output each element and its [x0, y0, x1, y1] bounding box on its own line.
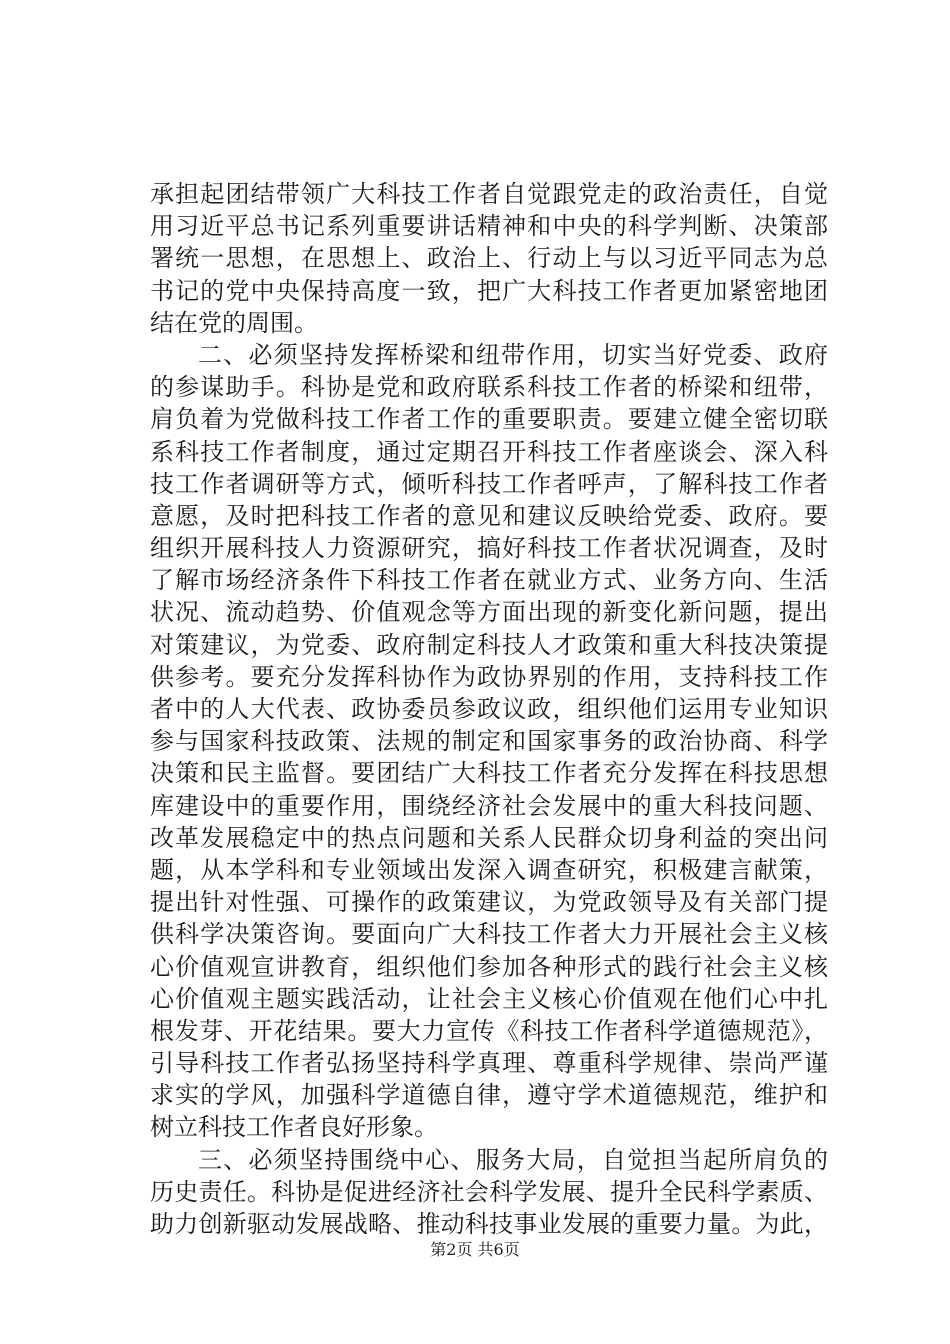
text-line: 的参谋助手。科协是党和政府联系科技工作者的桥梁和纽带，: [150, 373, 828, 402]
page-number-label: 第2页 共6页: [430, 1240, 520, 1259]
text-line: 组织开展科技人力资源研究，搞好科技工作者状况调查，及时: [150, 534, 828, 563]
text-line: 结在党的周围。: [150, 308, 318, 337]
text-line: 系科技工作者制度，通过定期召开科技工作者座谈会、深入科: [150, 437, 828, 466]
text-line: 者中的人大代表、政协委员参政议政，组织他们运用专业知识: [150, 695, 828, 723]
text-line: 肩负着为党做科技工作者工作的重要职责。要建立健全密切联: [150, 405, 828, 434]
text-line: 意愿，及时把科技工作者的意见和建议反映给党委、政府。要: [150, 501, 828, 530]
text-line: 题，从本学科和专业领域出发深入调查研究，积极建言献策，: [150, 855, 828, 884]
document-body: [150, 178, 828, 1240]
page-footer: [0, 1240, 950, 1260]
text-line: 了解市场经济条件下科技工作者在就业方式、业务方向、生活: [150, 566, 828, 595]
text-line: 助力创新驱动发展战略、推动科技事业发展的重要力量。为此，: [150, 1210, 828, 1238]
text-line: 状况、流动趋势、价值观念等方面出现的新变化新问题，提出: [150, 598, 828, 627]
text-line: 提出针对性强、可操作的政策建议，为党政领导及有关部门提: [150, 888, 828, 917]
text-line: 参与国家科技政策、法规的制定和国家事务的政治协商、科学: [150, 727, 828, 756]
text-line: 根发芽、开花结果。要大力宣传《科技工作者科学道德规范》，: [150, 1016, 828, 1045]
text-line: 三、必须坚持围绕中心、服务大局，自觉担当起所肩负的: [198, 1145, 828, 1174]
text-line: 用习近平总书记系列重要讲话精神和中央的科学判断、决策部: [150, 212, 828, 241]
text-line: 心价值观宣讲教育，组织他们参加各种形式的践行社会主义核: [150, 952, 828, 981]
text-line: 改革发展稳定中的热点问题和关系人民群众切身利益的突出问: [150, 823, 828, 852]
paragraph-3: [150, 1144, 828, 1241]
text-line: 对策建议，为党委、政府制定科技人才政策和重大科技决策提: [150, 630, 828, 659]
text-line: 供参考。要充分发挥科协作为政协界别的作用，支持科技工作: [150, 662, 828, 691]
paragraph-2: [150, 339, 828, 1144]
text-line: 二、必须坚持发挥桥梁和纽带作用，切实当好党委、政府: [198, 340, 828, 369]
paragraph-1: [150, 178, 828, 339]
text-line: 决策和民主监督。要团结广大科技工作者充分发挥在科技思想: [150, 759, 828, 788]
text-line: 署统一思想，在思想上、政治上、行动上与以习近平同志为总: [150, 244, 828, 273]
text-line: 书记的党中央保持高度一致，把广大科技工作者更加紧密地团: [150, 276, 828, 305]
text-line: 历史责任。科协是促进经济社会科学发展、提升全民科学素质、: [150, 1177, 828, 1206]
text-line: 引导科技工作者弘扬坚持科学真理、尊重科学规律、崇尚严谨: [150, 1049, 828, 1078]
text-line: 承担起团结带领广大科技工作者自觉跟党走的政治责任，自觉: [150, 180, 828, 208]
text-line: 技工作者调研等方式，倾听科技工作者呼声，了解科技工作者: [150, 469, 828, 498]
text-line: 树立科技工作者良好形象。: [150, 1113, 438, 1142]
text-line: 求实的学风，加强科学道德自律，遵守学术道德规范，维护和: [150, 1081, 828, 1110]
text-line: 库建设中的重要作用，围绕经济社会发展中的重大科技问题、: [150, 791, 828, 820]
text-line: 心价值观主题实践活动，让社会主义核心价值观在他们心中扎: [150, 984, 828, 1013]
text-line: 供科学决策咨询。要面向广大科技工作者大力开展社会主义核: [150, 920, 828, 949]
